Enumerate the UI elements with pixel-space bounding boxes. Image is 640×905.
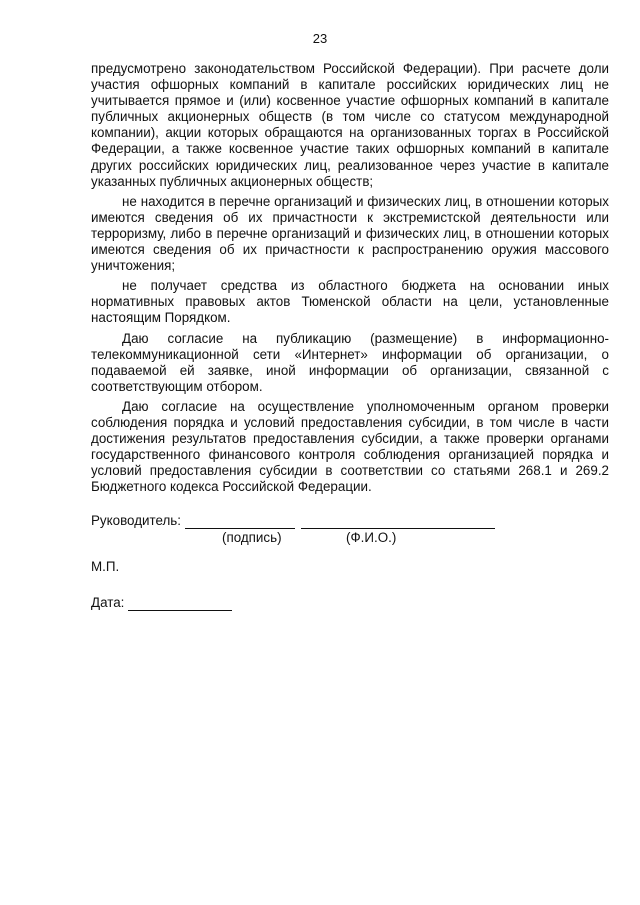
name-caption: (Ф.И.О.): [346, 530, 397, 545]
head-label: Руководитель:: [91, 513, 181, 528]
paragraph-extremism-list: не находится в перечне организаций и физических лиц, в отношении которых имеются сведения об их причастности к экстремистской деятельности или терроризму, либо в перечне организаций и физических лиц, в отношении которых имеются сведения об их причастности к распространению оружия массового уничтожения;: [91, 193, 609, 274]
paragraph-publication-consent: Даю согласие на публикацию (размещение) в информационно-телекоммуникационной сети «Интернет» информации об организации, о подаваемой ей заявке, иной информации об организации, связанной с соответствующим отбором.: [91, 330, 609, 394]
caption-row: [91, 530, 611, 546]
stamp-label: М.П.: [91, 559, 120, 574]
date-label: Дата:: [91, 595, 125, 610]
signature-block: [91, 513, 611, 611]
paragraph-audit-consent: Даю согласие на осуществление уполномоченным органом проверки соблюдения порядка и условий предоставления субсидии, в том числе в части достижения результатов предоставления субсидии, а также проверки органами государственного финансового контроля соблюдения организацией порядка и условий предоставления субсидии в соответствии со статьями 268.1 и 269.2 Бюджетного кодекса Российской Федерации.: [91, 398, 609, 495]
name-line: [301, 514, 495, 529]
paragraph-budget-funds: не получает средства из областного бюджета на основании иных нормативных правовых актов Тюменской области на цели, установленные настоящим Порядком.: [91, 278, 609, 326]
date-row: [91, 595, 611, 611]
date-line: [128, 596, 232, 611]
page-number: 23: [312, 31, 328, 46]
signature-line: [185, 514, 295, 529]
paragraph-offshore-participation: предусмотрено законодательством Российской Федерации). При расчете доли участия офшорных компаний в капитале российских юридических лиц не учитывается прямое и (или) косвенное участие офшорных компаний в капитале публичных акционерных обществ (в том числе со статусом международной компании), акции которых обращаются на организованных торгах в Российской Федерации, а также косвенное участие таких офшорных компаний в капитале других российских юридических лиц, реализованное через участие в капитале указанных публичных акционерных обществ;: [91, 61, 609, 189]
body-text: [91, 61, 609, 495]
signature-caption: (подпись): [222, 530, 282, 545]
head-signature-row: [91, 513, 611, 529]
